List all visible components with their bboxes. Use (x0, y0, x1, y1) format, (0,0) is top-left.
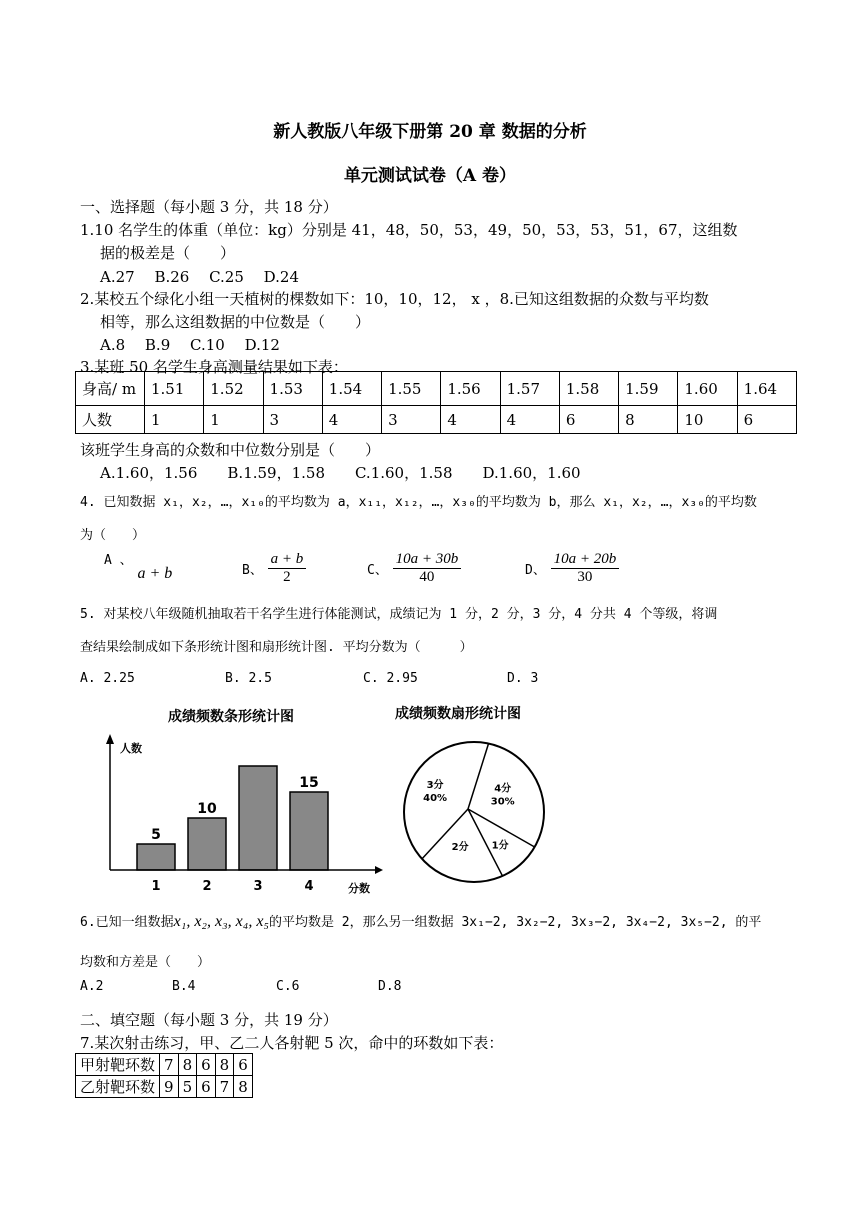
count-cell: 3 (263, 406, 322, 434)
yi-row (76, 1076, 253, 1098)
q5-option-d: D. 3 (507, 671, 539, 686)
pie-slice-percent: 40% (423, 793, 448, 804)
yi-cell: 9 (160, 1076, 179, 1098)
bar-4 (290, 792, 328, 870)
q4-option-a (104, 549, 173, 582)
q4-option-b-denominator: 2 (283, 569, 291, 585)
jia-row-label: 甲射靶环数 (76, 1054, 160, 1076)
q4-option-b (242, 551, 306, 586)
pie-slice-label: 3分 (426, 780, 444, 791)
count-cell: 3 (382, 406, 441, 434)
q3-options: A.1.60，1.56 B.1.59，1.58 C.1.60，1.58 D.1.60，1.60 (100, 464, 581, 482)
q4-option-a-expr: a + b (137, 565, 173, 582)
height-cell: 1.60 (678, 372, 737, 406)
q6-vars: x₁, x₂, x₃, x₄, x₅ (173, 913, 269, 930)
pie-slice-label: 1分 (491, 840, 509, 852)
q4-option-c-label: C、 (367, 563, 388, 578)
bar-1 (137, 844, 175, 870)
height-cell: 1.64 (737, 372, 796, 406)
height-cell: 1.57 (500, 372, 559, 406)
q6-text-cont: 均数和方差是（ ） (80, 955, 211, 970)
q1-text: 1.10 名学生的体重（单位：kg）分别是 41，48，50，53，49，50，53，53，51，67，这组数 (80, 221, 738, 239)
q1-text-cont: 据的极差是（ ） (100, 244, 236, 262)
count-cell: 4 (441, 406, 500, 434)
q4-option-b-label: B、 (242, 563, 263, 578)
count-cell: 6 (559, 406, 618, 434)
q4-option-d (525, 551, 619, 586)
yi-cell: 5 (178, 1076, 197, 1098)
page-subtitle: 单元测试试卷（A 卷） (343, 166, 517, 186)
q4-option-c-denominator: 40 (419, 569, 435, 585)
q2-options: A.8 B.9 C.10 D.12 (100, 336, 280, 354)
shooting-table (75, 1053, 253, 1098)
q4-option-c-numerator: 10a + 30b (393, 551, 462, 569)
q4-option-a-label: A 、 (104, 553, 133, 568)
page-title: 新人教版八年级下册第 20 章 数据的分析 (273, 122, 587, 142)
jia-cell: 6 (234, 1054, 253, 1076)
bar-data-label: 15 (299, 775, 319, 791)
y-axis-label: 人数 (120, 742, 142, 755)
q6-text (80, 911, 761, 931)
bar-category-label: 2 (202, 879, 212, 894)
q1-options: A.27 B.26 C.25 D.24 (100, 268, 300, 286)
x-axis-arrow (375, 866, 383, 874)
bar-category-label: 4 (304, 879, 314, 894)
height-cell: 1.56 (441, 372, 500, 406)
q6-option-d: D.8 (378, 979, 402, 994)
q6-option-c: C.6 (276, 979, 300, 994)
height-table (75, 371, 797, 434)
count-cell: 1 (204, 406, 263, 434)
height-cell: 1.55 (382, 372, 441, 406)
yi-cell: 8 (234, 1076, 253, 1098)
q4-option-d-numerator: 10a + 20b (551, 551, 620, 569)
q3-question: 该班学生身高的众数和中位数分别是（ ） (80, 441, 381, 459)
pie-slice-label: 2分 (451, 842, 469, 854)
count-row-label: 人数 (76, 406, 145, 434)
pie-chart-title: 成绩频数扇形统计图 (395, 706, 521, 722)
bar-data-label: 10 (197, 801, 217, 817)
x-axis-label: 分数 (348, 882, 370, 895)
q2-text: 2.某校五个绿化小组一天植树的棵数如下：10，10，12， x ，8.已知这组数据的众数与平均数 (80, 290, 709, 308)
y-axis-arrow (106, 734, 114, 744)
section-heading-fill: 二、填空题（每小题 3 分，共 19 分） (80, 1011, 338, 1029)
q4-option-d-denominator: 30 (577, 569, 593, 585)
count-cell: 8 (619, 406, 678, 434)
height-cell: 1.51 (145, 372, 204, 406)
q4-option-d-label: D、 (525, 563, 546, 578)
q6-option-b: B.4 (172, 979, 196, 994)
height-row-label: 身高/ m (76, 372, 145, 406)
q5-text: 5. 对某校八年级随机抽取若干名学生进行体能测试，成绩记为 1 分，2 分，3 分，4 分共 4 个等级，将调 (80, 607, 718, 622)
height-cell: 1.52 (204, 372, 263, 406)
q7-intro: 7.某次射击练习，甲、乙二人各射靶 5 次，命中的环数如下表： (80, 1034, 504, 1052)
jia-cell: 8 (178, 1054, 197, 1076)
pie-chart (396, 730, 556, 890)
jia-cell: 6 (197, 1054, 216, 1076)
q2-text-cont: 相等，那么这组数据的中位数是（ ） (100, 313, 371, 331)
q3-intro: 3.某班 50 名学生身高测量结果如下表： (80, 358, 348, 376)
bar-chart (90, 730, 390, 900)
yi-cell: 7 (215, 1076, 234, 1098)
height-cell: 1.59 (619, 372, 678, 406)
q4-option-c (367, 551, 461, 586)
count-cell: 1 (145, 406, 204, 434)
q6-text-a: 6.已知一组数据 (80, 915, 174, 930)
q5-option-c: C. 2.95 (363, 671, 418, 686)
height-row (76, 372, 797, 406)
q4-option-b-numerator: a + b (268, 551, 307, 569)
height-cell: 1.53 (263, 372, 322, 406)
height-cell: 1.58 (559, 372, 618, 406)
q5-option-b: B. 2.5 (225, 671, 272, 686)
count-cell: 10 (678, 406, 737, 434)
count-row (76, 406, 797, 434)
q6-text-b: 的平均数是 2，那么另一组数据 3x₁−2, 3x₂−2, 3x₃−2, 3x₄−2, 3x₅−2, 的平 (268, 915, 762, 930)
q4-text-cont: 为（ ） (80, 528, 146, 543)
count-cell: 4 (322, 406, 381, 434)
section-heading-choice: 一、选择题（每小题 3 分，共 18 分） (80, 198, 338, 216)
q4-text: 4. 已知数据 x₁，x₂，…，x₁₀的平均数为 a，x₁₁，x₁₂，…，x₃₀的平均数为 b，那么 x₁，x₂，…，x₃₀的平均数 (80, 495, 757, 510)
height-cell: 1.54 (322, 372, 381, 406)
bar-2 (188, 818, 226, 870)
count-cell: 6 (737, 406, 796, 434)
count-cell: 4 (500, 406, 559, 434)
bar-3 (239, 766, 277, 870)
q5-text-cont: 查结果绘制成如下条形统计图和扇形统计图. 平均分数为（ ） (80, 640, 473, 655)
bar-data-label: 5 (151, 827, 161, 843)
yi-cell: 6 (197, 1076, 216, 1098)
jia-row (76, 1054, 253, 1076)
pie-slice-label: 4分 (494, 783, 512, 795)
q5-option-a: A. 2.25 (80, 671, 135, 686)
bar-chart-title: 成绩频数条形统计图 (168, 709, 294, 725)
q6-option-a: A.2 (80, 979, 104, 994)
bar-category-label: 3 (253, 879, 263, 894)
jia-cell: 7 (160, 1054, 179, 1076)
pie-slice-percent: 30% (490, 796, 515, 808)
bar-category-label: 1 (151, 879, 161, 894)
yi-row-label: 乙射靶环数 (76, 1076, 160, 1098)
jia-cell: 8 (215, 1054, 234, 1076)
